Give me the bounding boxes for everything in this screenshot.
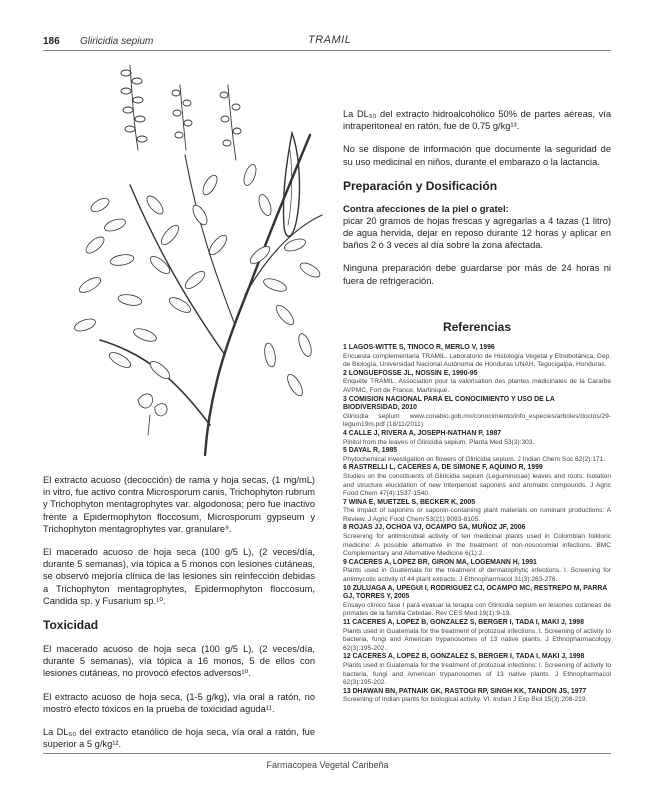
- running-species-name: Gliricidia sepium: [80, 36, 154, 47]
- reference-heading: 4 CALLE J, RIVERA A, JOSEPH-NATHAN P, 1987: [343, 429, 502, 437]
- reference-heading: 10 ZULUAGA A, UPEGUI I, RODRIGUEZ CJ, OCAMPO MC, RESTREPO M, PARRA GJ, TORRES Y, 2005: [343, 584, 608, 601]
- heading-referencias: Referencias: [442, 320, 512, 334]
- reference-text: Plants used in Guatemala for the treatment of protozoal infections. I. Screening of activity to bacteria, fungi and American trypanosomes of 13 native plants. J Ethnopharmacology 62(3):195-202.: [343, 627, 611, 652]
- header-rule: [43, 50, 611, 51]
- heading-toxicidad: Toxicidad: [43, 618, 99, 633]
- heading-preparacion: Preparación y Dosificación: [343, 178, 498, 193]
- reference-heading: 6 RASTRELLI L, CACERES A, DE SIMONE F, AQUINO R, 1999: [343, 464, 543, 472]
- reference-text: Plants used in Guatemala for the treatment of dermatophytic infections. I. Screening for antimycotic activity of 44 plant extracts. J Ethnopharmacol 31(3):263-276.: [343, 567, 611, 584]
- reference-text: Phytochemical investigation on flowers of Gliricidia sepium. J Indian Chem Soc 62(2):171.: [343, 455, 606, 463]
- reference-heading: 13 DHAWAN BN, PATNAIK GK, RASTOGI RP, SINGH KK, TANDON JS, 1977: [343, 687, 587, 695]
- reference-heading: 1 LAGOS-WITTE S, TINOCO R, MERLO V, 1996: [343, 344, 495, 351]
- footer-rule: [43, 753, 611, 754]
- paragraph-macerado: El macerado acuoso de hoja seca (100 g/5 L), (2 veces/día, durante 5 semanas), vía tópica a 5 monos con lesiones cutáneas, se observó mejoría clínica de las lesiones sin reinfección debidas a Trichophyton mentagrophytes, Epidermophyton floccosum, Candida sp. y Fusarium sp.¹⁰.: [43, 547, 315, 606]
- reference-text: Screening of Indian plants for biological activity. VI. Indian J Exp Biol 15(3):208-219.: [343, 696, 588, 704]
- footer-title: Farmacopea Vegetal Caribeña: [266, 760, 389, 770]
- reference-text: Gliricidia sepium www.conabio.gob.mx/conocimiento/info_especies/arboles/doctos/29-legum19m.pdf (18/11/2011): [343, 412, 611, 429]
- subheading-afecciones: Contra afecciones de la piel o gratel:: [343, 203, 509, 215]
- paragraph-tox-3: La DL₅₀ del extracto etanólico de hoja seca, vía oral a ratón, fue superior a 5 g/kg¹².: [43, 727, 315, 750]
- reference-heading: 11 CACERES A, LOPEZ B, GONZALEZ S, BERGER I, TADA I, MAKI J, 1998: [343, 619, 584, 626]
- page-number: 186: [43, 36, 60, 47]
- paragraph-safety: No se dispone de información que documente la seguridad de su uso medicinal en niños, durante el embarazo o la lactancia.: [343, 144, 611, 167]
- reference-heading: 7 WINA E, MUETZEL S, BECKER K, 2005: [343, 498, 476, 506]
- references-list: [343, 344, 611, 705]
- references-section: [343, 320, 611, 705]
- reference-text: Ensayo clínico fase I para evaluar la terapia con Gliricidia sepium en lesiones cutáneas de primates de la familia Cebidae. Rev CES Med 19(1):9-19.: [343, 601, 611, 618]
- reference-text: The Impact of saponins or saponin-containing plant materials on ruminant productions: A Review. J Agric Food Chem 53(21):8093-8105.: [343, 507, 611, 523]
- left-column: [43, 474, 315, 750]
- reference-heading: 2 LONGUEFOSSE JL, NOSSIN E, 1990-95: [343, 369, 478, 377]
- paragraph-preparation: picar 20 gramos de hojas frescas y agregarlas a 4 tazas (1 litro) de agua hervida, dejar en reposo durante 12 horas y aplicar en baños 2 ó 3 veces al día sobre la zona afectada.: [343, 215, 611, 251]
- reference-text: Plants used in Guatemala for the treatment of protozoal infections: I. Screening of activity to bacteria, fungi and American trypanosomes of 13 native plants. J Ethnopharmacol 62(3):195-202.: [343, 661, 611, 687]
- paragraph-tox-2: El extracto acuoso de hoja seca, (1-5 g/kg), vía oral a ratón, no mostró efecto tóxicos en la prueba de toxicidad aguda¹¹.: [43, 691, 315, 714]
- reference-heading: 12 CACERES A, LOPEZ B, GONZALEZ S, BERGER I, TADA I, MAKI J, 1998: [343, 653, 585, 661]
- reference-heading: 5 DAYAL R, 1985: [343, 447, 398, 455]
- reference-heading: 9 CACERES A, LOPEZ BR, GIRON MA, LOGEMANN H, 1991: [343, 558, 537, 566]
- paragraph-tox-1: El macerado acuoso de hoja seca (100 g/5 L), (2 veces/día, durante 5 semanas), vía tópica a 16 monos, 5 de ellos con lesiones cutáneas, no provocó efectos adversos¹⁰.: [43, 644, 315, 679]
- running-title-tramil: TRAMIL: [308, 34, 352, 46]
- reference-text: Pinitol from the leaves of Gliricidia sepium. Planta Med 53(3):303.: [343, 438, 535, 446]
- reference-text: Encuesta complementaria TRAMIL. Laboratorio de Histología Vegetal y Etnobotánica, Dep. de Biología, Universidad Nacional Autónoma de Honduras UNAH, Tegucigalpa, Honduras.: [343, 352, 611, 369]
- paragraph-storage: Ninguna preparación debe guardarse por más de 24 horas ni fuera de refrigeración.: [343, 263, 611, 286]
- botanical-drawing-icon: [60, 55, 330, 467]
- reference-heading: 8 ROJAS JJ, OCHOA VJ, OCAMPO SA, MUÑOZ JF, 2006: [343, 524, 526, 532]
- reference-text: Screening for antimicrobial activity of ten medicinal plants used in Colombian folkloric medicine: A possible alternative in the treatment of non-nosocomial infections. BMC Complementary and Alternative Medicine 6(1):2.: [343, 533, 611, 558]
- paragraph-in-vitro: El extracto acuoso (decocción) de rama y hoja secas, (1 mg/mL) in vitro, fue activo contra Microsporum canis, Trichophyton rubrum y Trichophyton mentagrophytes var. algodonosa; pero fue inactivo frente a Epidermophyton floccosum, Microsporum gypseum y Trichophyton mentagrophytes var. granulare⁹.: [43, 475, 315, 534]
- reference-text: Studies on the constituents of Gliricidia sepium (Leguminosae) leaves and roots: Isolation and structure elucidation of new triterpenoid saponins and aromatic compounds. J Agric Food Chem 47(4):1537-1540.: [343, 472, 611, 498]
- right-column: [343, 108, 611, 287]
- reference-heading: 3 COMISION NACIONAL PARA EL CONOCIMIENTO Y USO DE LA BIODIVERSIDAD, 2010: [343, 395, 555, 412]
- paragraph-dl50: La DL₅₀ del extracto hidroalcohólico 50% de partes aéreas, vía intraperitoneal en ratón, fue de 0.75 g/kg¹³.: [343, 109, 611, 132]
- reference-text: Enquête TRAMIL. Association pour la valorisation des plantes médicinales de la Caraïbe AVPMC, Fort de France, Martinique.: [343, 378, 611, 394]
